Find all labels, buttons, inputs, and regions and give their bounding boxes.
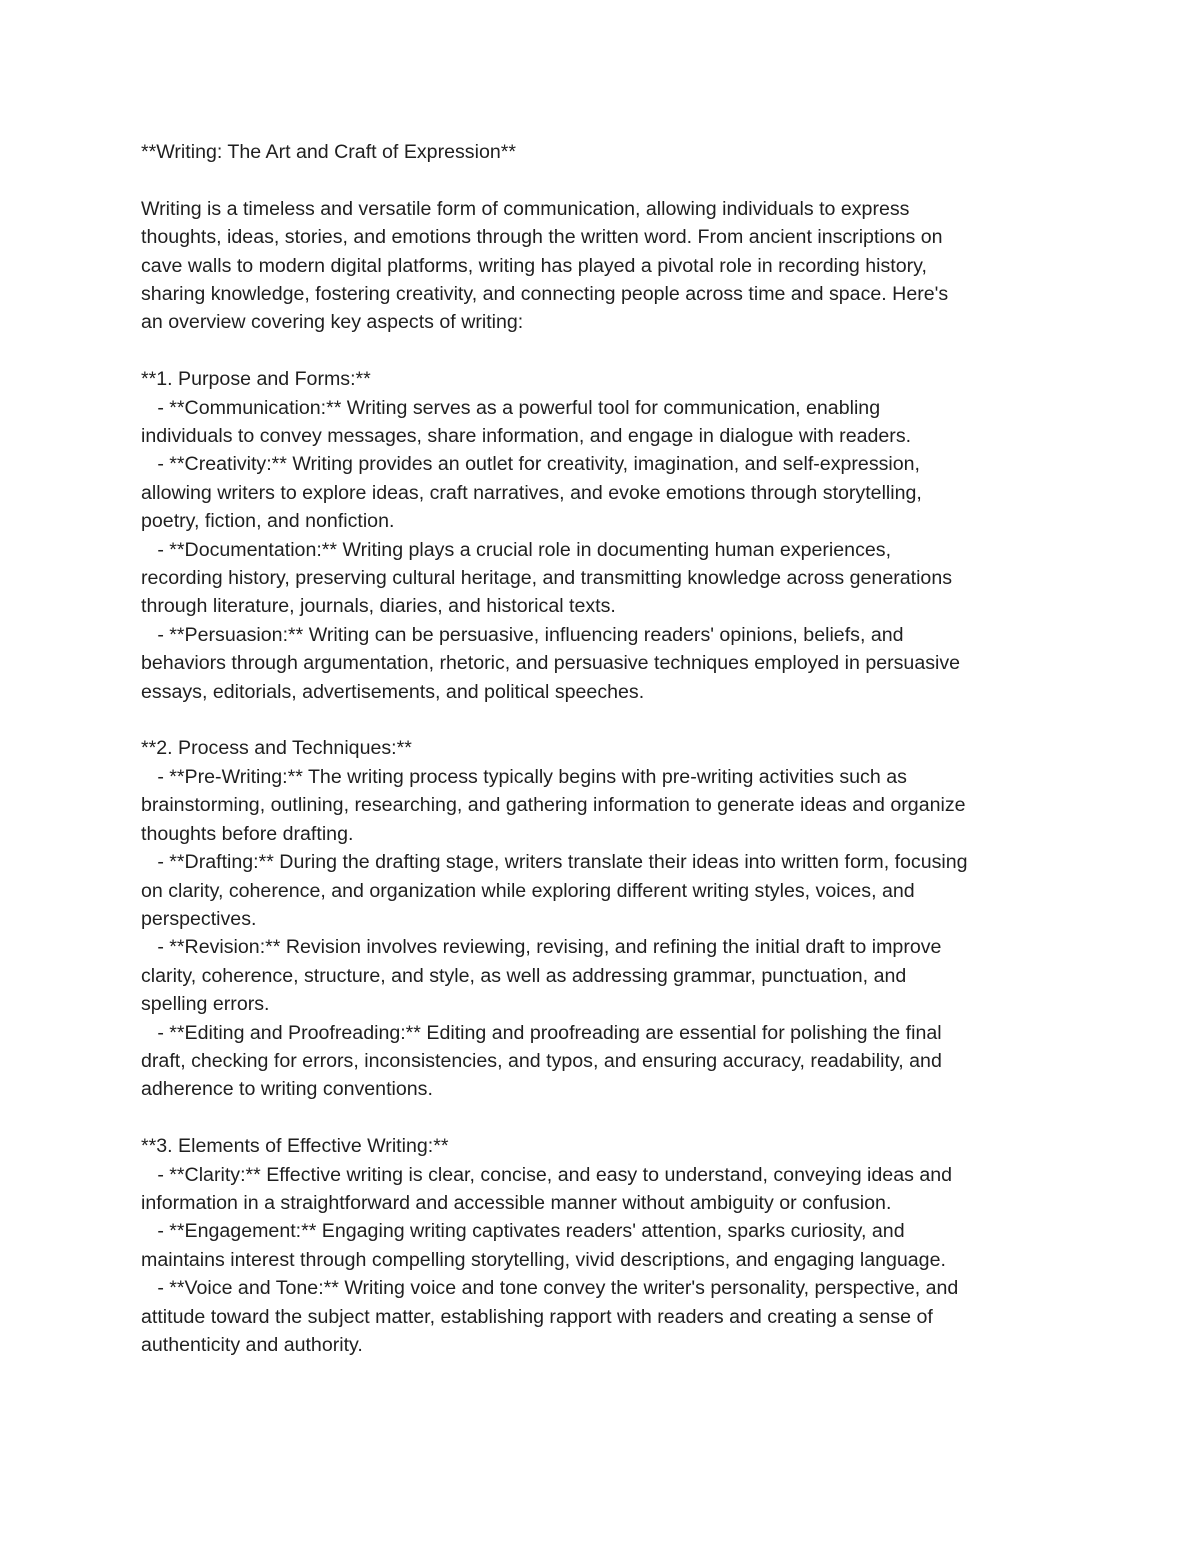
text-line: - **Drafting:** During the drafting stage, writers translate their ideas into written form, focusing — [141, 851, 968, 874]
text-line: behaviors through argumentation, rhetoric, and persuasive techniques employed in persuasive — [141, 652, 961, 675]
text-line: - **Editing and Proofreading:** Editing and proofreading are essential for polishing the final — [141, 1021, 942, 1044]
text-line: - **Revision:** Revision involves reviewing, revising, and refining the initial draft to improve — [141, 936, 942, 959]
text-line: on clarity, coherence, and organization while exploring different writing styles, voices, and — [141, 879, 915, 902]
text-line: attitude toward the subject matter, establishing rapport with readers and creating a sense of — [141, 1305, 933, 1328]
text-line: recording history, preserving cultural heritage, and transmitting knowledge across generations — [141, 567, 953, 590]
text-line: **2. Process and Techniques:** — [141, 737, 412, 760]
document-body — [141, 138, 1061, 1359]
text-line: - **Persuasion:** Writing can be persuasive, influencing readers' opinions, beliefs, and — [141, 623, 904, 646]
text-line: draft, checking for errors, inconsistencies, and typos, and ensuring accuracy, readability, and — [141, 1049, 942, 1072]
text-line: **3. Elements of Effective Writing:** — [141, 1135, 449, 1158]
blank-line — [141, 166, 1061, 194]
blank-line — [141, 337, 1061, 365]
text-line: brainstorming, outlining, researching, and gathering information to generate ideas and organize — [141, 794, 966, 817]
text-line: essays, editorials, advertisements, and political speeches. — [141, 680, 645, 703]
text-line: Writing is a timeless and versatile form of communication, allowing individuals to express — [141, 197, 910, 220]
text-line: sharing knowledge, fostering creativity, and connecting people across time and space. Here's — [141, 283, 949, 306]
text-line: clarity, coherence, structure, and style, as well as addressing grammar, punctuation, and — [141, 964, 907, 987]
document-title: **Writing: The Art and Craft of Expression** — [141, 141, 516, 163]
text-line: authenticity and authority. — [141, 1334, 363, 1356]
text-line: an overview covering key aspects of writing: — [141, 311, 524, 334]
text-line: - **Clarity:** Effective writing is clear, concise, and easy to understand, conveying ideas and — [141, 1163, 953, 1186]
text-line: - **Engagement:** Engaging writing captivates readers' attention, sparks curiosity, and — [141, 1220, 905, 1243]
text-line: poetry, fiction, and nonfiction. — [141, 510, 395, 533]
text-line: allowing writers to explore ideas, craft narratives, and evoke emotions through storytelling, — [141, 481, 922, 504]
text-line: thoughts before drafting. — [141, 822, 354, 845]
text-line: cave walls to modern digital platforms, writing has played a pivotal role in recording history, — [141, 254, 927, 277]
text-line: - **Documentation:** Writing plays a crucial role in documenting human experiences, — [141, 538, 892, 561]
text-line: individuals to convey messages, share information, and engage in dialogue with readers. — [141, 425, 912, 448]
blank-line — [141, 706, 1061, 734]
text-line: adherence to writing conventions. — [141, 1078, 433, 1101]
text-line: maintains interest through compelling storytelling, vivid descriptions, and engaging language. — [141, 1248, 946, 1271]
text-line: - **Voice and Tone:** Writing voice and tone convey the writer's personality, perspective, and — [141, 1277, 959, 1300]
text-line: thoughts, ideas, stories, and emotions through the written word. From ancient inscriptions on — [141, 226, 943, 249]
text-line: - **Communication:** Writing serves as a powerful tool for communication, enabling — [141, 396, 881, 419]
blank-line — [141, 1104, 1061, 1132]
text-line: information in a straightforward and accessible manner without ambiguity or confusion. — [141, 1191, 892, 1214]
text-line: - **Creativity:** Writing provides an outlet for creativity, imagination, and self-expression, — [141, 453, 921, 476]
text-line: perspectives. — [141, 907, 257, 930]
text-line: - **Pre-Writing:** The writing process typically begins with pre-writing activities such as — [141, 765, 907, 788]
text-line: spelling errors. — [141, 993, 270, 1016]
text-line: through literature, journals, diaries, and historical texts. — [141, 595, 616, 618]
text-line: **1. Purpose and Forms:** — [141, 368, 371, 391]
